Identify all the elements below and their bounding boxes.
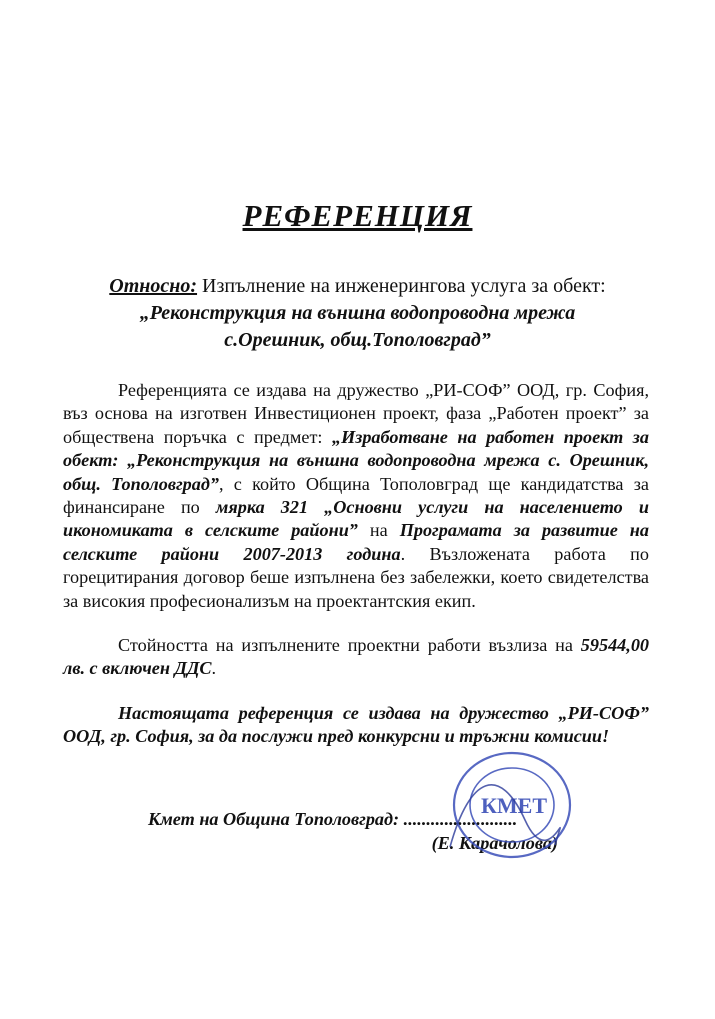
- document-body: [63, 379, 649, 749]
- p1-text-2: , с който Община Тополовград ще кандидатства за финансиране по: [63, 473, 649, 518]
- subject-text: Изпълнение на инженерингова услуга за обект:: [197, 275, 606, 297]
- p1-programme: Програмата за развитие на селските райони 2007-2013 година: [63, 520, 649, 564]
- official-stamp: [430, 735, 580, 865]
- signature-name: (Е. Карачолова): [431, 833, 558, 853]
- subject-block: [40, 273, 675, 354]
- signature-role: Кмет на Община Тополовград: .........................: [148, 809, 518, 829]
- p2-text-1: Стойността на изпълнените проектни работи възлиза на: [118, 635, 581, 656]
- stamp-center-text: КМЕТ: [480, 793, 548, 818]
- p1-project-subject: „Изработване на работен проект за обект: „Реконструкция на външна водопроводна мрежа с. Орешник, общ. Тополовград”: [63, 426, 649, 494]
- p2-text-2: .: [211, 658, 217, 679]
- subject-label: Относно:: [109, 275, 198, 297]
- document-title: РЕФЕРЕНЦИЯ: [242, 198, 473, 233]
- p1-text-1: Референцията се издава на дружество „РИ-СОФ” ООД, гр. София, въз основа на изготвен Инвестиционен проект, фаза „Работен проект” за обществена поръчка с предмет:: [63, 380, 649, 447]
- p1-text-3: на: [357, 520, 400, 541]
- object-name-line1: „Реконструкция на външна водопроводна мрежа: [139, 302, 576, 324]
- object-name-line2: с.Орешник, общ.Тополовград”: [224, 329, 491, 351]
- paragraph-reference: [63, 379, 649, 613]
- p1-text-4: . Възложената работа по горецитирания договор беше изпълнена без забележки, което свидетелства за високия професионализъм на проектантския екип.: [63, 543, 649, 611]
- p1-measure: мярка 321 „Основни услуги на населението и икономиката в селските райони”: [63, 497, 649, 541]
- subject-line: [40, 273, 675, 300]
- paragraph-purpose: Настоящата референция се издава на дружество „РИ-СОФ” ООД, гр. София, за да послужи пред конкурсни и тръжни комисии!: [63, 702, 649, 747]
- paragraph-value: [63, 634, 649, 681]
- p2-amount: 59544,00 лв. с включен ДДС: [63, 635, 649, 679]
